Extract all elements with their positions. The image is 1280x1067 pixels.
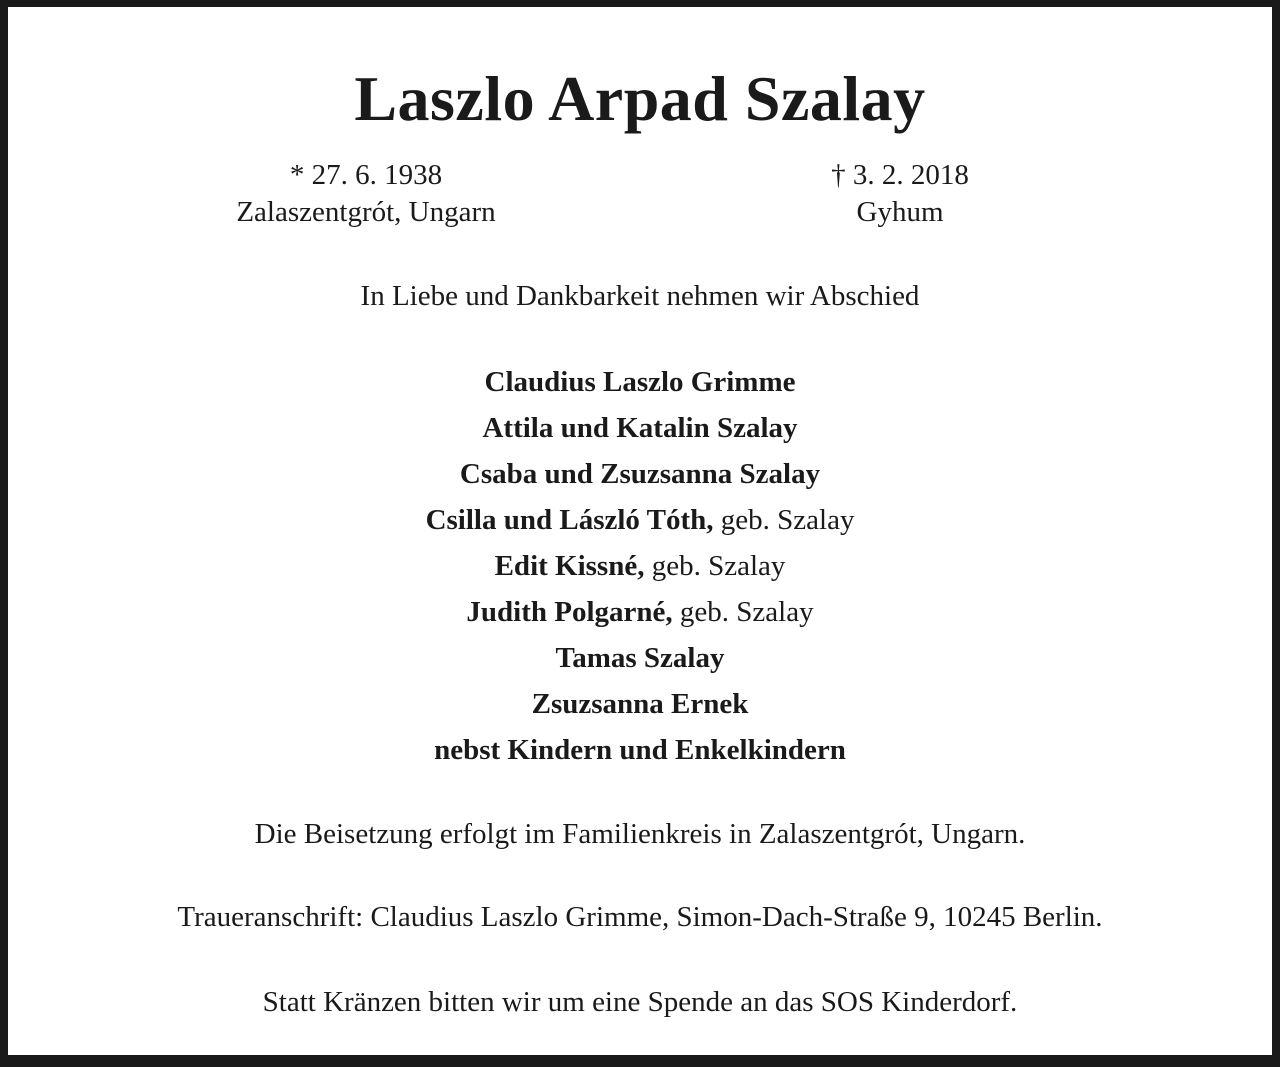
mourner-suffix: geb. Szalay <box>713 504 855 536</box>
death-info <box>700 157 1100 231</box>
birth-place: Zalaszentgrót, Ungarn <box>236 196 496 228</box>
donation-request: Statt Kränzen bitten wir um eine Spende an das SOS Kinderdorf. <box>262 986 1018 1018</box>
mourners-list <box>8 359 1272 773</box>
mourner-item <box>8 635 1272 681</box>
death-place: Gyhum <box>856 196 944 228</box>
mourner-suffix: geb. Szalay <box>672 596 814 628</box>
birth-info <box>166 157 566 231</box>
mourner-item <box>8 589 1272 635</box>
birth-date: * 27. 6. 1938 <box>289 159 443 191</box>
mourner-name: Claudius Laszlo Grimme <box>484 366 796 398</box>
mourner-item <box>8 681 1272 727</box>
mourning-address: Traueranschrift: Claudius Laszlo Grimme, Simon-Dach-Straße 9, 10245 Berlin. <box>177 901 1103 933</box>
mourner-name: Zsuzsanna Ernek <box>531 688 749 720</box>
farewell-intro: In Liebe und Dankbarkeit nehmen wir Abschied <box>360 280 920 312</box>
mourner-name: nebst Kindern und Enkelkindern <box>434 734 846 766</box>
death-date: † 3. 2. 2018 <box>831 159 969 191</box>
mourner-item <box>8 497 1272 543</box>
mourner-name: Csaba und Zsuzsanna Szalay <box>459 458 821 490</box>
deceased-name: Laszlo Arpad Szalay <box>354 63 926 134</box>
mourner-name: Csilla und László Tóth, <box>425 504 714 536</box>
mourner-item <box>8 543 1272 589</box>
mourner-item <box>8 359 1272 405</box>
mourner-item <box>8 405 1272 451</box>
mourner-suffix: geb. Szalay <box>644 550 786 582</box>
mourner-item <box>8 727 1272 773</box>
burial-notice: Die Beisetzung erfolgt im Familienkreis in Zalaszentgrót, Ungarn. <box>254 818 1026 850</box>
mourner-item <box>8 451 1272 497</box>
mourner-name: Edit Kissné, <box>494 550 645 582</box>
mourner-name: Tamas Szalay <box>555 642 725 674</box>
mourner-name: Judith Polgarné, <box>466 596 673 628</box>
mourner-name: Attila und Katalin Szalay <box>482 412 798 444</box>
